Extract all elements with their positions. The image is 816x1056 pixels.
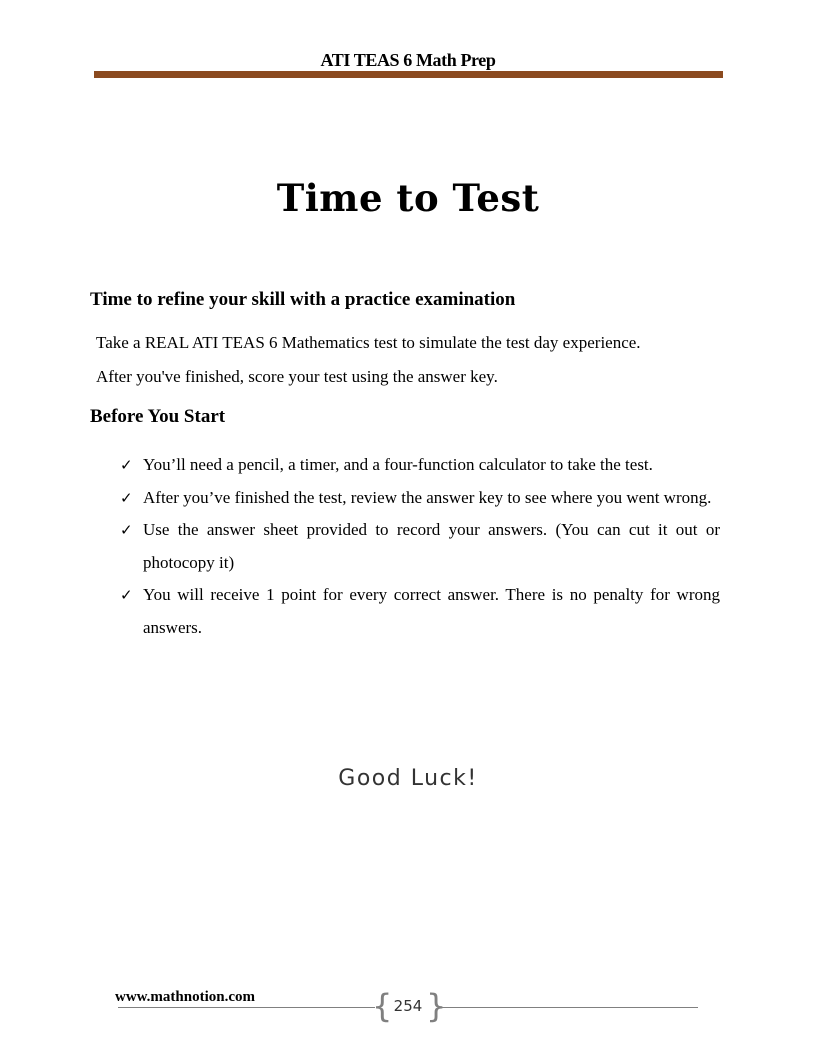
checklist-item bbox=[120, 579, 720, 644]
checkmark-icon: ✓ bbox=[120, 586, 133, 604]
intro-line-1: Take a REAL ATI TEAS 6 Mathematics test to simulate the test day experience. bbox=[96, 333, 641, 352]
checklist-item bbox=[120, 482, 720, 515]
running-header-title: ATI TEAS 6 Math Prep bbox=[320, 50, 496, 70]
checkmark-icon: ✓ bbox=[120, 456, 133, 474]
checklist-item bbox=[120, 449, 720, 482]
page-title: Time to Test bbox=[276, 176, 540, 220]
checklist-item-text: You’ll need a pencil, a timer, and a four-function calculator to take the test. bbox=[143, 455, 653, 474]
left-brace-icon: { bbox=[372, 987, 393, 1025]
intro-line-2: After you've finished, score your test using the answer key. bbox=[96, 367, 498, 386]
sub-heading: Time to refine your skill with a practice examination bbox=[90, 289, 516, 310]
header-rule bbox=[94, 71, 723, 78]
section-heading: Before You Start bbox=[90, 406, 226, 427]
checklist bbox=[120, 449, 720, 644]
checkmark-icon: ✓ bbox=[120, 488, 133, 507]
footer-url: www.mathnotion.com bbox=[115, 989, 256, 1005]
page-number: 254 bbox=[393, 997, 423, 1015]
footer-rule-left bbox=[118, 1007, 375, 1008]
checkmark-icon: ✓ bbox=[120, 521, 133, 539]
closing-message: Good Luck! bbox=[338, 766, 478, 791]
checklist-item-text: You will receive 1 point for every correct answer. There is no penalty for wrong answers. bbox=[143, 585, 720, 637]
footer-rule-right bbox=[440, 1007, 698, 1008]
right-brace-icon: } bbox=[426, 987, 447, 1025]
checklist-item-text: Use the answer sheet provided to record your answers. (You can cut it out or photocopy it) bbox=[143, 520, 720, 572]
checklist-item-text: After you’ve finished the test, review the answer key to see where you went wrong. bbox=[143, 487, 712, 507]
checklist-item bbox=[120, 514, 720, 579]
